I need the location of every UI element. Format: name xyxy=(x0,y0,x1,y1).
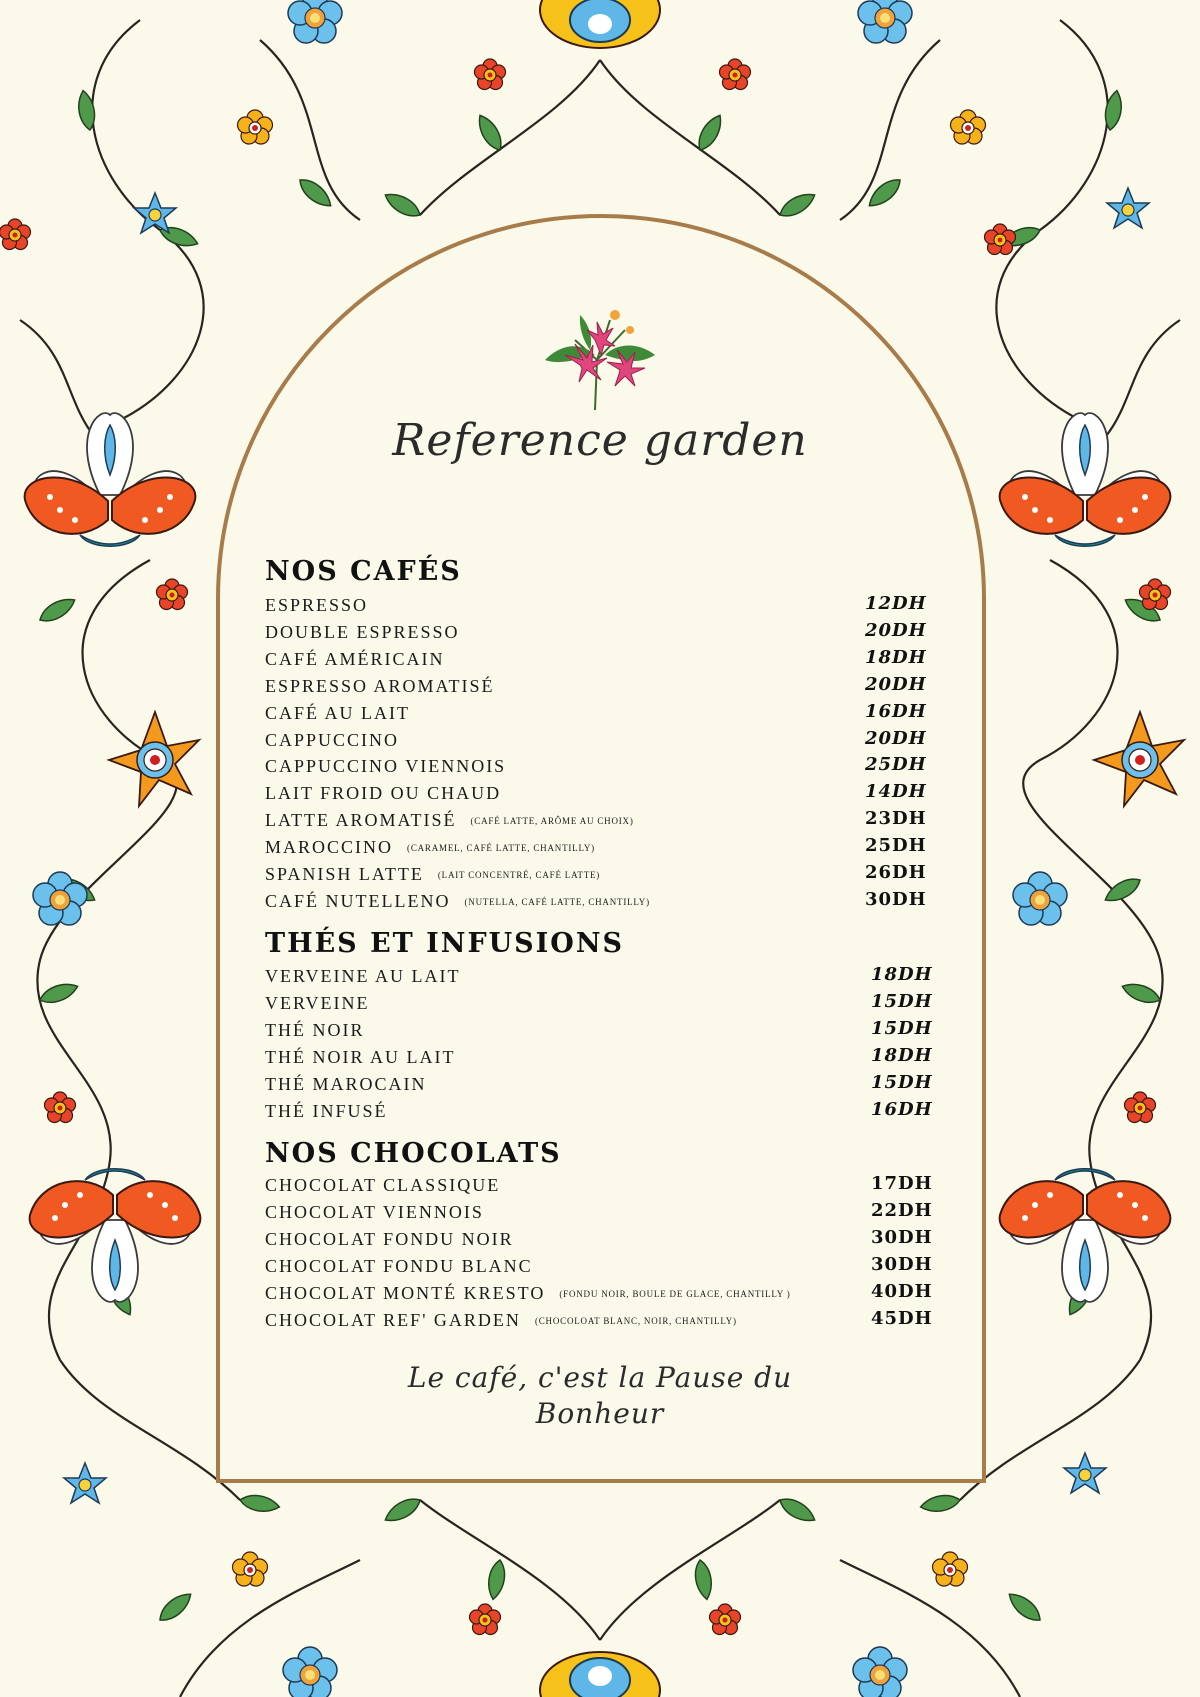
menu-item-name xyxy=(265,1256,533,1277)
menu-item-description: (CARAMEL, CAFÉ LATTE, CHANTILLY) xyxy=(407,843,595,854)
menu-item-description: (CHOCOLOAT BLANC, NOIR, CHANTILLY) xyxy=(534,1315,737,1326)
menu-item-name xyxy=(265,1310,737,1331)
menu-item-price: 18DH xyxy=(871,964,933,985)
menu-item-label: CHOCOLAT CLASSIQUE xyxy=(265,1175,501,1195)
menu-item-price: 16DH xyxy=(871,1098,933,1120)
menu-item-name xyxy=(265,837,595,858)
menu-item-price: 17DH xyxy=(871,1173,933,1194)
menu-item-name xyxy=(265,649,445,670)
menu-item xyxy=(265,783,925,809)
menu-item-price: 45DH xyxy=(871,1307,933,1329)
menu-item-price: 15DH xyxy=(871,990,933,1012)
menu-item xyxy=(265,1071,933,1100)
menu-item-name xyxy=(265,1047,455,1068)
menu-item-price: 16DH xyxy=(865,700,927,722)
section-title: NOS CAFÉS xyxy=(265,556,462,587)
menu-item-label: THÉ INFUSÉ xyxy=(265,1100,388,1121)
menu-item-price: 23DH xyxy=(865,808,927,830)
menu-item-label: LAIT FROID OU CHAUD xyxy=(265,783,502,804)
menu-item-label: THÉ NOIR AU LAIT xyxy=(265,1046,456,1067)
menu-item-label: ESPRESSO xyxy=(265,595,369,615)
menu-item-label: ESPRESSO AROMATISÉ xyxy=(265,675,495,696)
menu-item-name xyxy=(265,756,506,777)
menu-item-price: 22DH xyxy=(871,1199,933,1221)
menu-item-price: 15DH xyxy=(871,1017,933,1039)
menu-item-name xyxy=(265,966,461,987)
menu-item-description: (NUTELLA, CAFÉ LATTE, CHANTILLY) xyxy=(464,896,650,907)
menu-item-label: CHOCOLAT REF' GARDEN xyxy=(265,1309,521,1330)
menu-item-name xyxy=(265,676,495,697)
menu-item-price: 20DH xyxy=(865,673,927,695)
menu-item xyxy=(265,864,925,890)
menu-item-name xyxy=(265,1202,484,1223)
menu-item-label: CAFÉ AU LAIT xyxy=(265,702,410,723)
menu-item-price: 20DH xyxy=(865,619,927,641)
menu-item-label: CAPPUCCINO VIENNOIS xyxy=(265,756,507,777)
menu-item-name xyxy=(265,783,501,804)
menu-item-label: THÉ MAROCAIN xyxy=(265,1073,427,1094)
brand-name: Reference garden xyxy=(392,415,808,466)
menu-item-name xyxy=(265,993,370,1014)
menu-item-price: 30DH xyxy=(871,1226,933,1248)
slogan: Le café, c'est la Pause du Bonheur xyxy=(407,1361,793,1430)
menu-item-label: CHOCOLAT MONTÉ KRESTO xyxy=(265,1282,546,1303)
menu-item-price: 20DH xyxy=(865,727,927,749)
menu-item xyxy=(265,1173,933,1201)
menu-item-label: CHOCOLAT FONDU NOIR xyxy=(265,1228,514,1249)
menu-item-name xyxy=(265,703,410,724)
menu-item xyxy=(265,1253,933,1282)
menu-item-description: (CAFÉ LATTE, ARÔME AU CHOIX) xyxy=(470,816,634,827)
menu-item-description: (FONDU NOIR, BOULE DE GLACE, CHANTILLY ) xyxy=(559,1288,791,1299)
menu-item-name xyxy=(265,1101,388,1122)
menu-item-price: 18DH xyxy=(871,1044,933,1066)
menu-item-label: VERVEINE xyxy=(265,992,370,1013)
menu-item xyxy=(265,1044,933,1073)
menu-item-name xyxy=(265,864,600,885)
menu-item xyxy=(265,1280,933,1309)
menu-item-price: 12DH xyxy=(865,593,927,614)
menu-item-price: 30DH xyxy=(871,1253,933,1275)
menu-item-price: 15DH xyxy=(871,1071,933,1093)
section-title: THÉS ET INFUSIONS xyxy=(265,928,625,959)
menu-item-label: SPANISH LATTE xyxy=(265,864,424,884)
menu-item-name xyxy=(265,730,399,751)
menu-item-label: CAFÉ AMÉRICAIN xyxy=(265,648,445,669)
menu-item xyxy=(265,964,933,992)
menu-item xyxy=(265,810,925,836)
menu-item-description: (LAIT CONCENTRÉ, CAFÉ LATTE) xyxy=(437,870,601,880)
menu-item xyxy=(265,673,927,702)
menu-item-price: 25DH xyxy=(865,754,927,776)
menu-item-name xyxy=(265,1074,427,1095)
menu-item xyxy=(265,727,927,756)
menu-item-label: CHOCOLAT VIENNOIS xyxy=(265,1201,484,1222)
menu-item-price: 26DH xyxy=(865,862,927,883)
menu-item-name xyxy=(265,1229,514,1250)
menu-item xyxy=(265,646,927,675)
menu-item xyxy=(265,595,925,621)
menu-item-price: 40DH xyxy=(871,1280,933,1302)
menu-item xyxy=(265,1226,933,1255)
menu-item xyxy=(265,700,927,729)
menu-item-price: 25DH xyxy=(865,835,927,857)
menu-item xyxy=(265,1017,933,1046)
lily-bouquet-icon xyxy=(535,300,665,420)
menu-item xyxy=(265,756,925,782)
menu-item xyxy=(265,619,927,648)
menu-item-label: CHOCOLAT FONDU BLANC xyxy=(265,1255,533,1276)
menu-item-price: 30DH xyxy=(865,888,927,910)
menu-item-label: LATTE AROMATISÉ xyxy=(265,810,457,831)
menu-item-name xyxy=(265,622,460,643)
menu-item-name xyxy=(265,595,368,616)
menu-item-name xyxy=(265,891,650,912)
menu-item-name xyxy=(265,1283,791,1304)
menu-item-price: 18DH xyxy=(865,646,927,668)
menu-item-price: 14DH xyxy=(865,781,927,803)
menu-item-label: VERVEINE AU LAIT xyxy=(265,966,461,986)
menu-item xyxy=(265,990,933,1019)
menu-item-name xyxy=(265,810,634,831)
section-title: NOS CHOCOLATS xyxy=(265,1138,562,1169)
menu-item-label: CAPPUCCINO xyxy=(265,729,400,750)
menu-item-name xyxy=(265,1175,500,1196)
menu-item-label: MAROCCINO xyxy=(265,837,394,858)
menu-item-label: CAFÉ NUTELLENO xyxy=(265,890,451,911)
menu-item-name xyxy=(265,1020,365,1041)
menu-item-label: THÉ NOIR xyxy=(265,1019,365,1040)
menu-item-label: DOUBLE ESPRESSO xyxy=(265,621,460,642)
menu-item xyxy=(265,888,927,917)
menu-item xyxy=(265,837,925,863)
menu-item xyxy=(265,1098,933,1127)
menu-item xyxy=(265,1199,933,1228)
menu-item xyxy=(265,1307,933,1336)
